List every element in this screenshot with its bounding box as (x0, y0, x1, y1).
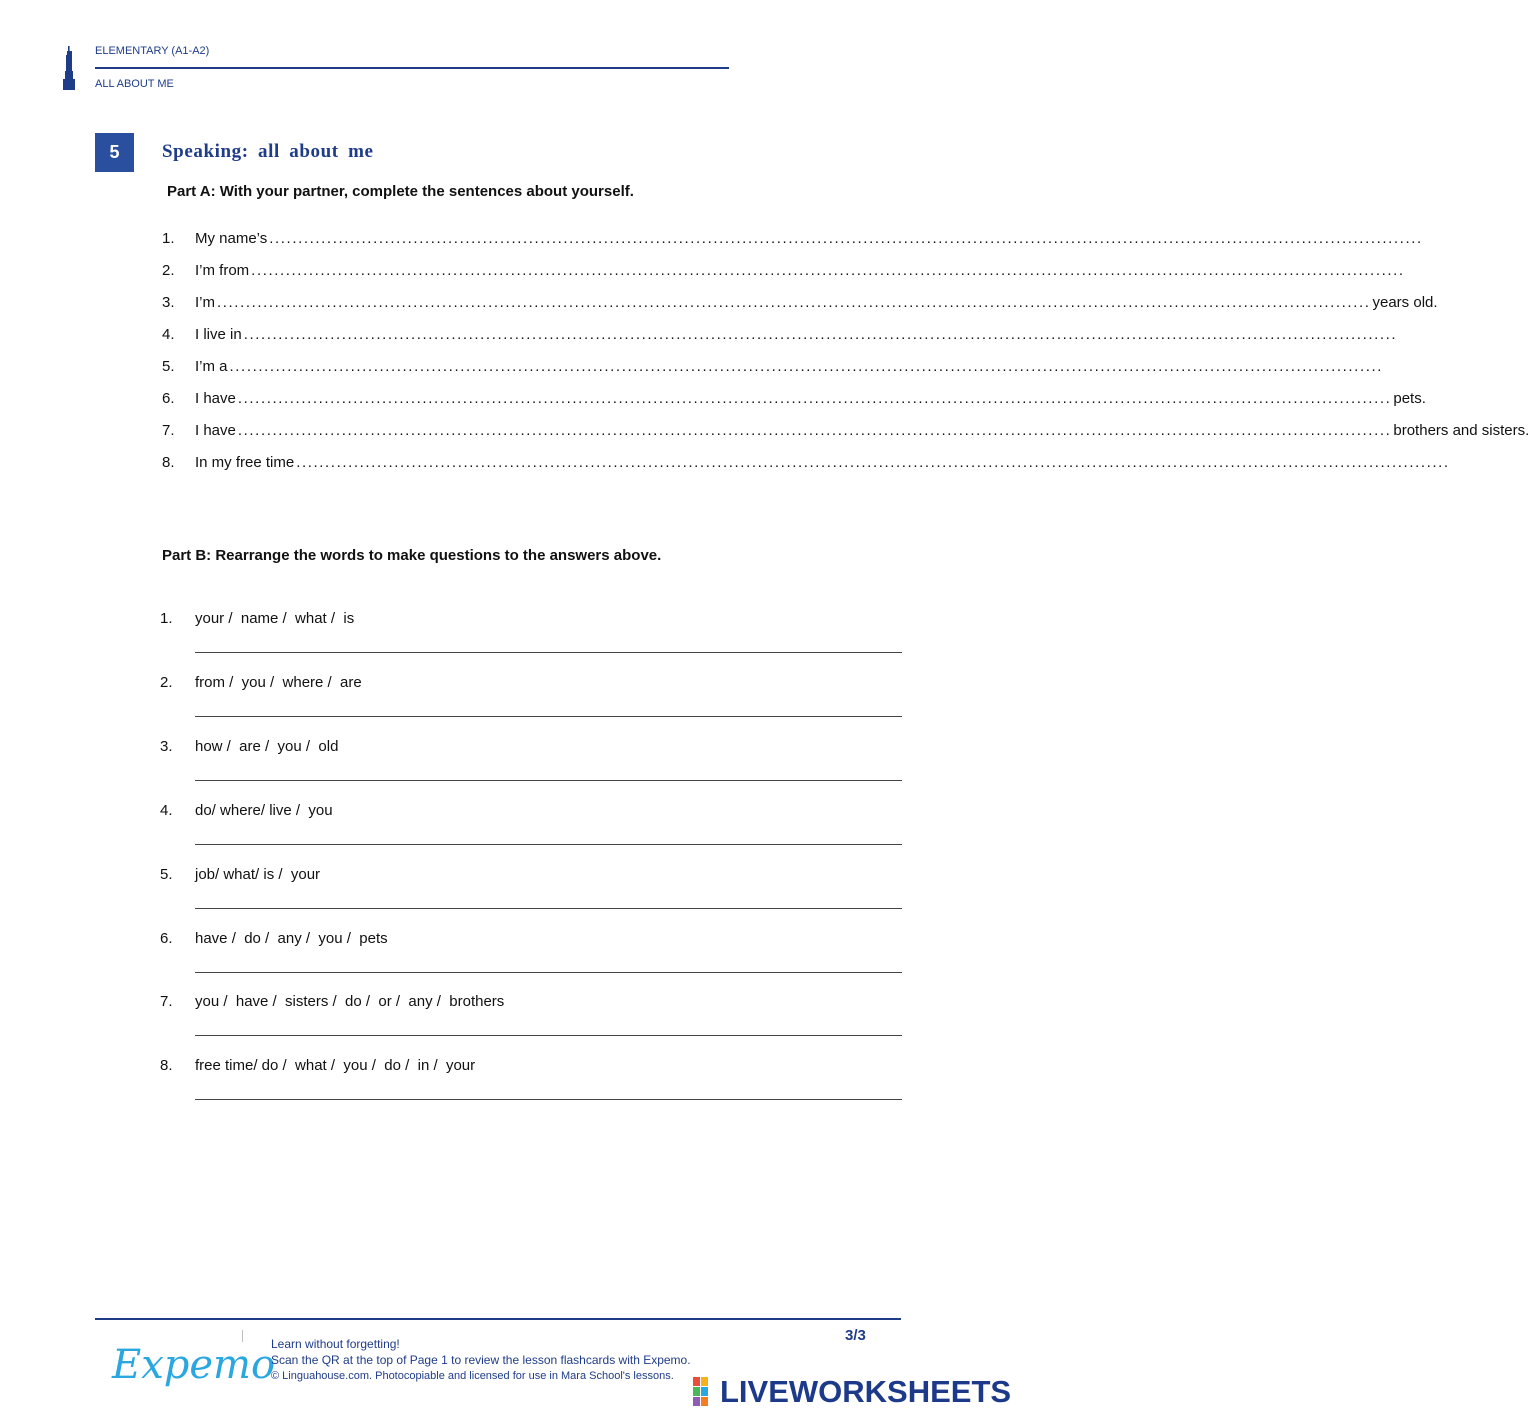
item-number: 3. (160, 738, 173, 755)
scrambled-words: how / are / you / old (195, 738, 339, 755)
sentence (195, 228, 1423, 250)
answer-line[interactable] (195, 844, 902, 845)
answer-line[interactable] (195, 652, 902, 653)
sentence-end: years old. (1372, 294, 1438, 311)
item-number: 7. (160, 993, 173, 1010)
sentence-start: I’m a (195, 358, 228, 375)
scrambled-words: have / do / any / you / pets (195, 930, 388, 947)
answer-line[interactable] (195, 716, 902, 717)
sentence-start: I’m (195, 294, 215, 311)
footer-line-1: Learn without forgetting! (271, 1337, 400, 1351)
item-number: 5. (160, 866, 173, 883)
header-divider (95, 67, 729, 69)
liveworksheets-watermark (693, 1374, 1012, 1409)
part-a-item (162, 452, 1450, 474)
answer-blank[interactable]: ........................................................................................................................................................................................................ (269, 230, 1423, 247)
sentence (195, 420, 1529, 442)
answer-line[interactable] (195, 1099, 902, 1100)
answer-line[interactable] (195, 1035, 902, 1036)
part-b-item (160, 928, 902, 974)
item-number: 3. (162, 294, 175, 311)
footer-line-3: © Linguahouse.com. Photocopiable and licensed for use in Mara School's lessons. (271, 1370, 674, 1382)
item-number: 4. (160, 802, 173, 819)
sentence-start: I’m from (195, 262, 250, 279)
answer-blank[interactable]: ........................................................................................................................................................................................................ (237, 390, 1392, 407)
part-a-item (162, 260, 1405, 282)
item-number: 4. (162, 326, 175, 343)
answer-line[interactable] (195, 972, 902, 973)
scrambled-words: free time/ do / what / you / do / in / your (195, 1057, 476, 1074)
part-a-item (162, 324, 1398, 346)
part-a-title: Part A: With your partner, complete the sentences about yourself. (167, 183, 634, 200)
item-number: 8. (162, 454, 175, 471)
part-b-item (160, 608, 902, 654)
item-number: 7. (162, 422, 175, 439)
sentence (195, 388, 1426, 410)
footer-divider (95, 1318, 901, 1320)
scrambled-words: your / name / what / is (195, 610, 355, 627)
answer-blank[interactable]: ........................................................................................................................................................................................................ (296, 454, 1450, 471)
sentence (195, 452, 1450, 474)
sentence (195, 356, 1384, 378)
expemo-logo-text: Expemo (112, 1342, 276, 1388)
sentence-end: brothers and sisters. (1393, 422, 1529, 439)
answer-blank[interactable]: ........................................................................................................................................................................................................ (229, 358, 1384, 375)
answer-line[interactable] (195, 908, 902, 909)
part-b-item (160, 1055, 902, 1101)
level-label: ELEMENTARY (A1-A2) (95, 45, 210, 57)
sentence-start: I have (195, 390, 236, 407)
answer-blank[interactable]: ........................................................................................................................................................................................................ (217, 294, 1371, 311)
sentence-start: I live in (195, 326, 242, 343)
section-number-badge: 5 (95, 133, 134, 172)
scrambled-words: job/ what/ is / your (195, 866, 321, 883)
section-title: Speaking: all about me (162, 141, 374, 162)
item-number: 8. (160, 1057, 173, 1074)
item-number: 2. (160, 674, 173, 691)
liveworksheets-text: LIVEWORKSHEETS (720, 1374, 1012, 1409)
answer-blank[interactable]: ........................................................................................................................................................................................................ (237, 422, 1392, 439)
footer-line-2: Scan the QR at the top of Page 1 to review the lesson flashcards with Expemo. (271, 1353, 691, 1367)
sentence-end: pets. (1393, 390, 1426, 407)
footer-separator (242, 1330, 243, 1342)
sentence-start: My name’s (195, 230, 268, 247)
item-number: 1. (162, 230, 175, 247)
part-b-item (160, 800, 902, 846)
expemo-logo (110, 1326, 276, 1398)
scrambled-words: do/ where/ live / you (195, 802, 333, 819)
answer-blank[interactable]: ........................................................................................................................................................................................................ (243, 326, 1398, 343)
scrambled-words: you / have / sisters / do / or / any / brothers (195, 993, 505, 1010)
answer-line[interactable] (195, 780, 902, 781)
sentence (195, 292, 1438, 314)
item-number: 2. (162, 262, 175, 279)
scrambled-words: from / you / where / are (195, 674, 362, 691)
footer-text (271, 1336, 691, 1384)
item-number: 6. (162, 390, 175, 407)
part-b-item (160, 736, 902, 782)
part-b-item (160, 991, 902, 1037)
part-a-item (162, 420, 1529, 442)
page-number: 3/3 (845, 1327, 866, 1344)
statue-of-liberty-icon (62, 46, 76, 90)
topic-label: ALL ABOUT ME (95, 78, 174, 90)
sentence (195, 260, 1405, 282)
part-a-item (162, 356, 1384, 378)
part-a-item (162, 228, 1423, 250)
part-a-item (162, 292, 1438, 314)
item-number: 6. (160, 930, 173, 947)
part-b-item (160, 672, 902, 718)
sentence (195, 324, 1398, 346)
sentence-start: In my free time (195, 454, 295, 471)
part-b-item (160, 864, 902, 910)
item-number: 5. (162, 358, 175, 375)
liveworksheets-icon (693, 1377, 717, 1407)
part-a-item (162, 388, 1426, 410)
part-b-title: Part B: Rearrange the words to make questions to the answers above. (162, 547, 662, 564)
sentence-start: I have (195, 422, 236, 439)
item-number: 1. (160, 610, 173, 627)
answer-blank[interactable]: ........................................................................................................................................................................................................ (251, 262, 1405, 279)
